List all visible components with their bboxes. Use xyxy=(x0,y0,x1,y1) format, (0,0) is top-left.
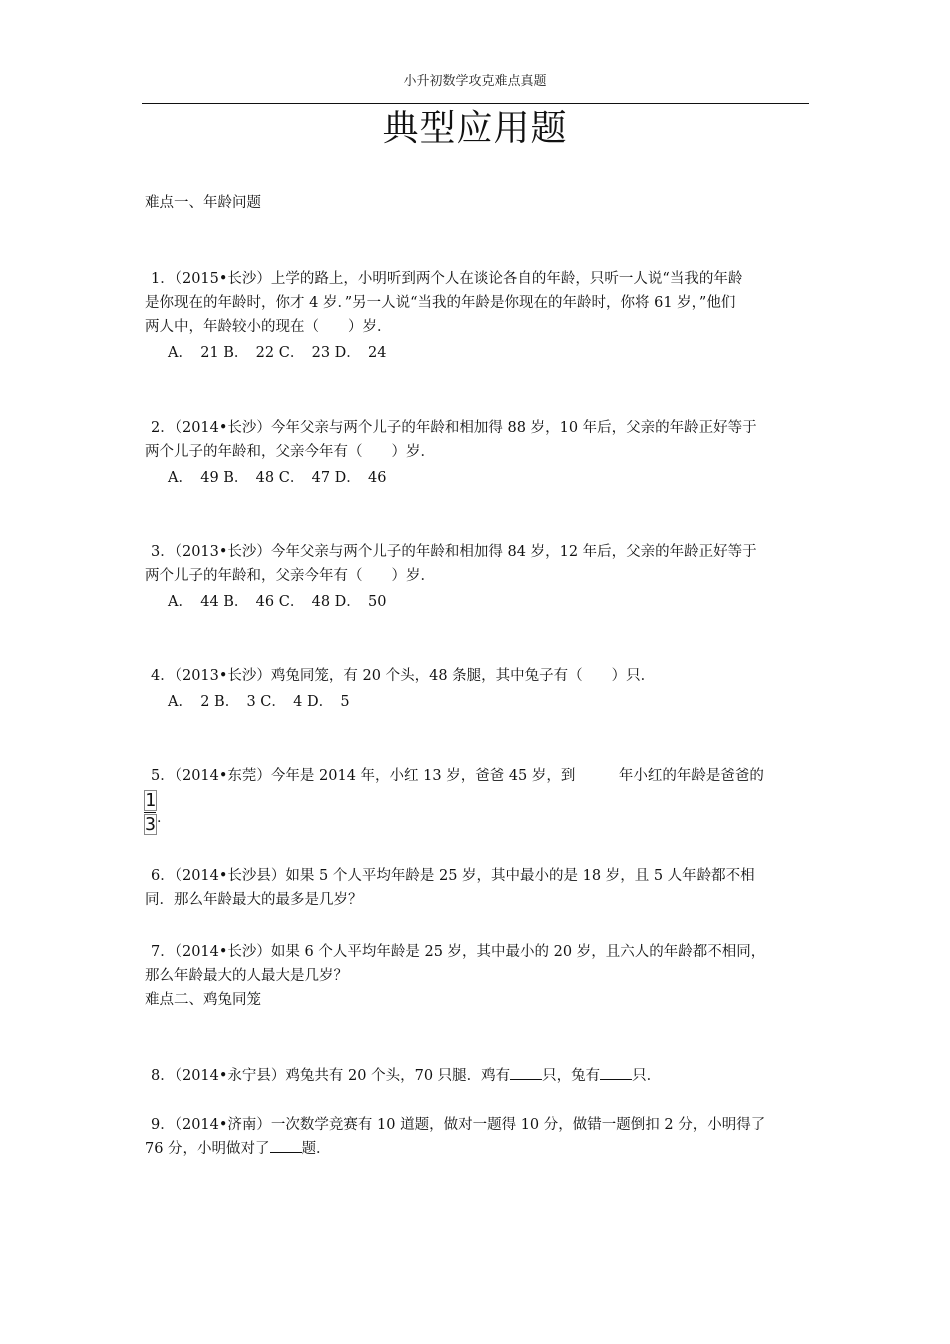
section-heading-chicken-rabbit: 难点二、鸡兔同笼 xyxy=(145,992,261,1008)
q8-text-a: 8．（2014•永宁县）鸡兔共有 20 个头，70 只腿．鸡有 xyxy=(151,1068,511,1084)
fraction-one-third xyxy=(144,790,158,835)
fraction-bar xyxy=(144,812,156,813)
page-header: 小升初数学攻克难点真题 xyxy=(403,74,547,89)
q9-line-2 xyxy=(145,1137,331,1161)
q9-text-b: 题． xyxy=(301,1141,331,1157)
q8-text-b: 只，兔有 xyxy=(542,1068,601,1084)
q7-line-2: 那么年龄最大的人最大是几岁？ xyxy=(145,968,348,984)
q7-line-1: 7．（2014•长沙）如果 6 个人平均年龄是 25 岁，其中最小的 20 岁，且六人的年龄都不相同， xyxy=(151,944,766,960)
q3-line-2: 两个儿子的年龄和，父亲今年有（ ）岁． xyxy=(145,568,435,584)
q8-line-1 xyxy=(151,1064,661,1088)
q9-blank-correct[interactable] xyxy=(270,1138,302,1153)
q4-options: A． 2 B． 3 C． 4 D． 5 xyxy=(168,694,350,710)
q1-options: A． 21 B． 22 C． 23 D． 24 xyxy=(168,345,387,361)
q2-line-2: 两个儿子的年龄和，父亲今年有（ ）岁． xyxy=(145,444,435,460)
q5-line-1: 5．（2014•东莞）今年是 2014 年，小红 13 岁，爸爸 45 岁，到 年小红的年龄是爸爸的 xyxy=(151,768,764,784)
q5-tail: . xyxy=(157,810,162,826)
fraction-denominator: 3 xyxy=(145,814,156,835)
fraction-numerator: 1 xyxy=(145,790,156,811)
q2-options: A． 49 B． 48 C． 47 D． 46 xyxy=(168,470,387,486)
q4-line-1: 4．（2013•长沙）鸡兔同笼，有 20 个头，48 条腿，其中兔子有（ ）只． xyxy=(151,668,656,684)
q1-line-2: 是你现在的年龄时，你才 4 岁．”另一人说“当我的年龄是你现在的年龄时，你将 61 岁，”他们 xyxy=(145,295,736,311)
q3-line-1: 3．（2013•长沙）今年父亲与两个儿子的年龄和相加得 84 岁，12 年后，父亲的年龄正好等于 xyxy=(151,544,757,560)
q8-text-c: 只． xyxy=(632,1068,662,1084)
q9-text-a: 76 分，小明做对了 xyxy=(145,1141,270,1157)
q6-line-1: 6．（2014•长沙县）如果 5 个人平均年龄是 25 岁，其中最小的是 18 岁，且 5 人年龄都不相 xyxy=(151,868,755,884)
q1-line-1: 1．（2015•长沙）上学的路上，小明听到两个人在谈论各自的年龄，只听一人说“当我的年龄 xyxy=(151,271,743,287)
q2-line-1: 2．（2014•长沙）今年父亲与两个儿子的年龄和相加得 88 岁，10 年后，父亲的年龄正好等于 xyxy=(151,420,757,436)
q8-blank-rabbits[interactable] xyxy=(600,1065,632,1080)
q9-line-1: 9．（2014•济南）一次数学竞赛有 10 道题，做对一题得 10 分，做错一题倒扣 2 分，小明得了 xyxy=(151,1117,766,1133)
q3-options: A． 44 B． 46 C． 48 D． 50 xyxy=(168,594,387,610)
page-title: 典型应用题 xyxy=(382,108,568,149)
q6-line-2: 同．那么年龄最大的最多是几岁？ xyxy=(145,892,363,908)
q1-line-3: 两人中，年龄较小的现在（ ）岁． xyxy=(145,319,392,335)
section-heading-age: 难点一、年龄问题 xyxy=(145,195,261,211)
q8-blank-chickens[interactable] xyxy=(510,1065,542,1080)
